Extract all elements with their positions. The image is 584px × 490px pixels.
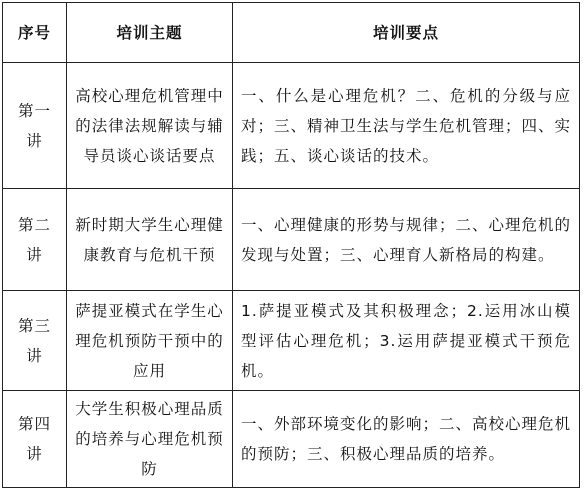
table-row	[3, 291, 580, 391]
table-row	[3, 189, 580, 291]
row-topic: 高校心理危机管理中的法律法规解读与辅导员谈心谈话要点	[67, 63, 233, 189]
row-points: 1.萨提亚模式及其积极理念；2.运用冰山模型评估心理危机；3.运用萨提亚模式干预危机。	[233, 291, 580, 391]
row-topic: 大学生积极心理品质的培养与心理危机预防	[67, 391, 233, 488]
header-index: 序号	[3, 3, 67, 63]
row-index: 第四讲	[3, 391, 67, 488]
row-points: 一、什么是心理危机？二、危机的分级与应对；三、精神卫生法与学生危机管理；四、实践；五、谈心谈话的技术。	[233, 63, 580, 189]
row-topic: 萨提亚模式在学生心理危机预防干预中的应用	[67, 291, 233, 391]
training-table	[2, 2, 580, 488]
table-row	[3, 391, 580, 488]
header-points: 培训要点	[233, 3, 580, 63]
row-index: 第三讲	[3, 291, 67, 391]
row-index: 第一讲	[3, 63, 67, 189]
row-points: 一、心理健康的形势与规律；二、心理危机的发现与处置；三、心理育人新格局的构建。	[233, 189, 580, 291]
row-points: 一、外部环境变化的影响；二、高校心理危机的预防；三、积极心理品质的培养。	[233, 391, 580, 488]
header-topic: 培训主题	[67, 3, 233, 63]
row-topic: 新时期大学生心理健康教育与危机干预	[67, 189, 233, 291]
table-row	[3, 63, 580, 189]
row-index: 第二讲	[3, 189, 67, 291]
header-row	[3, 3, 580, 63]
